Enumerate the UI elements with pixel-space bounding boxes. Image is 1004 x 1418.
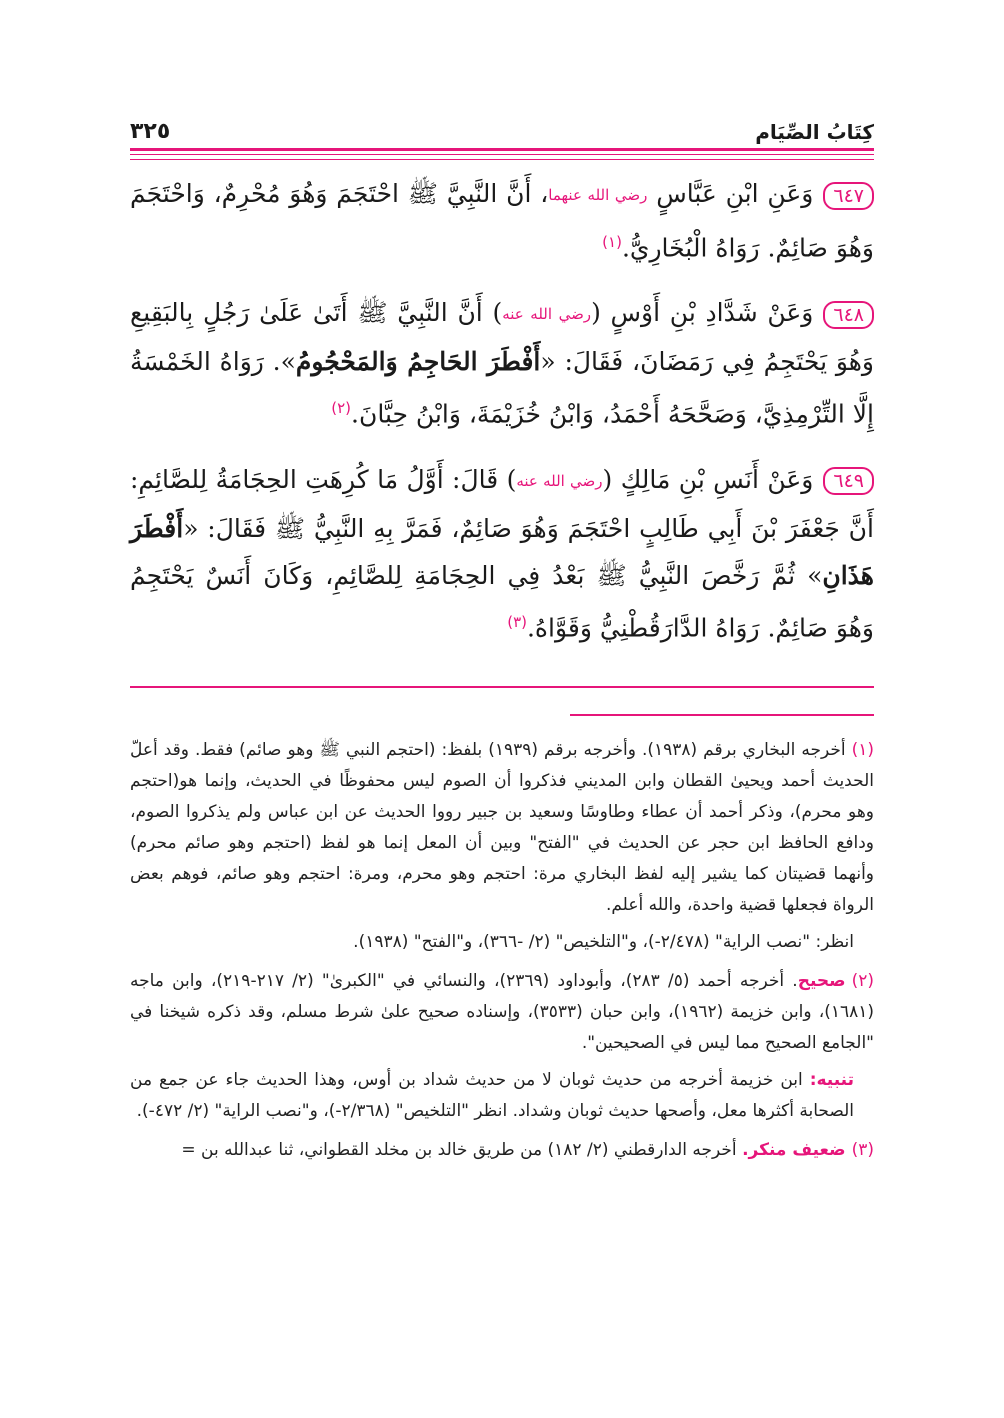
footnote-grade: صحيح (797, 971, 846, 991)
footnotes (130, 735, 874, 1174)
header-rule (130, 154, 874, 155)
hadith-text: ) أَنَّ النَّبِيَّ ﷺ أَتَىٰ عَلَىٰ رَجُلٍ بِالبَقِيعِ وَهُوَ يَحْتَجِمُ فِي رَمَضَانَ، فَقَالَ: « (130, 298, 874, 377)
note-text: ابن خزيمة أخرجه من حديث ثوبان لا من حديث شداد بن أوس، وهذا الحديث جاء عن جمع من الصحابة أكثرها معل، وأصحها حديث ثوبان وشداد. انظر "التلخيص" (٢/٣٦٨-)، و"نصب الراية" (٢/ ٤٧٢-). (130, 1070, 854, 1121)
footnote-ref[interactable]: (٣) (507, 612, 527, 631)
page-number: ٣٢٥ (130, 119, 171, 144)
header-rule (130, 159, 874, 160)
footnote-number: (٢) (851, 971, 874, 991)
hadith-text: ، أَنَّ النَّبِيَّ ﷺ احْتَجَمَ وَهُوَ مُحْرِمٌ، وَاحْتَجَمَ وَهُوَ صَائِمٌ. رَوَاهُ الْبُخَارِيُّ. (130, 179, 874, 263)
hadith-text: ». رَوَاهُ الخَمْسَةُ إِلَّا التِّرْمِذِيَّ، وَصَحَّحَهُ أَحْمَدُ، وَابْنُ خُزَيْمَةَ، وَابْنُ حِبَّانَ. (130, 347, 874, 429)
footnote-text: أخرجه البخاري برقم (١٩٣٨). وأخرجه برقم (١٩٣٩) بلفظ: (احتجم النبي ﷺ وهو صائم) فقط. وقد أعلّ الحديث أحمد ويحيىٰ القطان وابن المديني فذكروا أن الصوم ليس محفوظًا في الحديث، وإنما هو(احتجم وهو محرم)، وذكر أحمد أن عطاء وطاوسًا وسعيد بن جبير رووا الحديث عن ابن عباس ولم يذكروا الصوم، ودافع الحافظ ابن حجر عن الحديث في "الفتح" وبين أن المعل إنما هو لفظ (احتجم وهو صائم محرم) وأنهما قضيتان كما يشير إليه لفظ البخاري مرة: احتجم وهو محرم، ومرة: احتجم وهو صائم، فوهم بعض الرواة فجعلها قضية واحدة، والله أعلم. (130, 740, 874, 915)
footnote-text: أخرجه الدارقطني (٢/ ١٨٢) من طريق خالد بن مخلد القطواني، ثنا عبدالله بن = (181, 1140, 743, 1160)
hadith-649 (130, 456, 874, 651)
honorific: رضي الله عنه (502, 305, 592, 324)
hadith-text: » ثُمَّ رَخَّصَ النَّبِيُّ ﷺ بَعْدُ فِي الحِجَامَةِ لِلصَّائِمِ، وَكَانَ أَنَسٌ يَحْتَجِمُ وَهُوَ صَائِمٌ. رَوَاهُ الدَّارَقُطْنِيُّ وَقَوَّاهُ. (130, 560, 874, 642)
chapter-title: كِتَابُ الصِّيَام (755, 120, 874, 144)
footnote-ref[interactable]: (٢) (331, 399, 352, 418)
hadith-number-badge: ٦٤٧ (823, 182, 874, 210)
hadith-quote: أَفْطَرَ هَذَانِ (130, 513, 874, 590)
hadith-number-badge: ٦٤٨ (823, 301, 874, 329)
footnote-1 (130, 735, 874, 921)
footnote-divider (570, 714, 874, 716)
footnote-3 (130, 1135, 874, 1166)
note-label: تنبيه: (809, 1070, 854, 1090)
footnote-number: (٣) (851, 1140, 874, 1160)
honorific: رضي الله عنهما (548, 186, 648, 204)
footnote-number: (١) (851, 740, 874, 760)
page-header (130, 110, 874, 144)
footnote-1-see: انظر: "نصب الراية" (٢/٤٧٨-)، و"التلخيص" (٢/ -٣٦٦)، و"الفتح" (١٩٣٨). (353, 932, 854, 952)
honorific: رضي الله عنه (516, 471, 603, 490)
hadith-648 (130, 289, 874, 437)
hadith-intro: وَعَنْ شَدَّادِ بْنِ أَوْسٍ ( (591, 298, 814, 328)
footnote-2 (130, 966, 874, 1059)
hadith-intro: وَعَنْ أَنَسِ بْنِ مَالِكٍ ( (602, 464, 814, 494)
footnote-text: . أخرجه أحمد (٥/ ٢٨٣)، وأبوداود (٢٣٦٩)، والنسائي في "الكبرىٰ" (٢/ ٢١٧-٢١٩)، وابن ماجه (١٦٨١)، وابن خزيمة (١٩٦٢)، وابن حبان (٣٥٣٣)، وإسناده صحيح علىٰ شرط مسلم، وقد ذكره شيخنا في "الجامع الصحيح مما ليس في الصحيحين". (130, 971, 874, 1053)
footnote-2-note (130, 1065, 874, 1127)
hadith-quote: أَفْطَرَ الحَاجِمُ وَالمَحْجُومُ (295, 347, 541, 377)
hadith-text: ) قَالَ: أَوَّلُ مَا كُرِهَتِ الحِجَامَةُ لِلصَّائِمِ: أَنَّ جَعْفَرَ بْنَ أَبِي طَالِبٍ احْتَجَمَ وَهُوَ صَائِمٌ، فَمَرَّ بِهِ النَّبِيُّ ﷺ فَقَالَ: « (130, 464, 874, 543)
section-divider (130, 686, 874, 688)
hadith-intro: وَعَنِ ابْنِ عَبَّاسٍ (656, 179, 814, 208)
hadith-number-badge: ٦٤٩ (823, 467, 874, 495)
hadith-section (130, 170, 874, 669)
footnote-ref[interactable]: (١) (602, 233, 622, 251)
hadith-647 (130, 170, 874, 271)
header-rule (130, 148, 874, 151)
footnote-grade: ضعيف منكر. (742, 1140, 846, 1160)
